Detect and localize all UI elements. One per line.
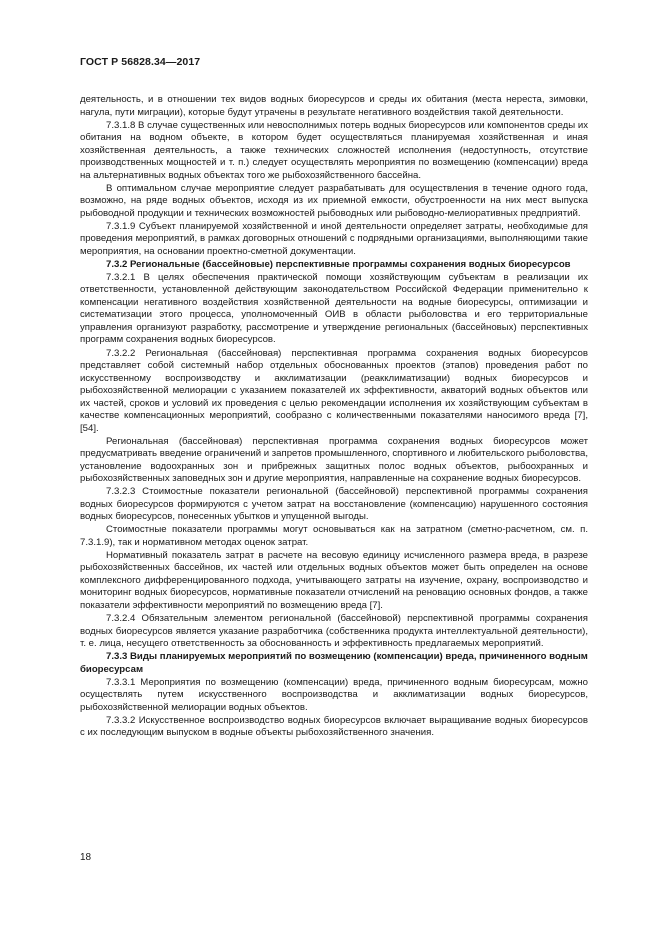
- document-header: ГОСТ Р 56828.34—2017: [80, 56, 201, 68]
- paragraph-cost-indicators: Стоимостные показатели программы могут основываться как на затратном (сметно-расчетном, см. п. 7.3.1.9), так и нормативном методах оценок затрат.: [80, 524, 588, 548]
- section-heading-7-3-2: 7.3.2 Региональные (бассейновые) перспективные программы сохранения водных биоресурсов: [106, 258, 571, 270]
- paragraph-continuation: деятельность, и в отношении тех видов водных биоресурсов и среды их обитания (места нереста, зимовки, нагула, пути миграции), которые будут утрачены в результате негативного воздействия такой деятельности.: [80, 94, 588, 118]
- paragraph-7-3-3-1: 7.3.3.1 Мероприятия по возмещению (компенсации) вреда, причиненного водным биоресурсам, можно осуществлять путем искусственного воспроизводства и акклиматизации водных биоресурсов, рыбохозяйственной мелиорации водных объектов.: [80, 676, 588, 713]
- section-heading-7-3-3: 7.3.3 Виды планируемых мероприятий по возмещению (компенсации) вреда, причиненного водным биоресурсам: [80, 651, 588, 675]
- document-body: [80, 94, 588, 740]
- paragraph-7-3-1-9: 7.3.1.9 Субъект планируемой хозяйственной и иной деятельности определяет затраты, необходимые для проведения мероприятий, в рамках договорных отношений с подрядными организациями, выполняющими такие мероприятия, на основании проектно-сметной документации.: [80, 220, 588, 257]
- paragraph-regional-program: Региональная (бассейновая) перспективная программа сохранения водных биоресурсов может предусматривать введение ограничений и запретов промышленного, спортивного и любительского рыболовства, установление водоохранных зон и прибрежных защитных полос водных объектов, рыбоохранных и рыбохозяйственных заповедных зон и другие мероприятия, направленные на сохранение водных биоресурсов.: [80, 435, 588, 485]
- paragraph-7-3-1-8: 7.3.1.8 В случае существенных или невосполнимых потерь водных биоресурсов или компонентов среды их обитания на водном объекте, в котором будет осуществляться планируемая хозяйственная и иная хозяйственная деятельность, а также технических сложностей исполнения (недоступность, отсутствие производственных мощностей и т. п.) следует осуществлять мероприятия по возмещению (компенсации) вреда на альтернативных водных объектах того же рыбохозяйственного бассейна.: [80, 119, 588, 181]
- paragraph-7-3-2-3: 7.3.2.3 Стоимостные показатели региональной (бассейновой) перспективной программы сохранения водных биоресурсов формируются с учетом затрат на восстановление (компенсацию) нарушенного состояния водных биоресурсов, понесенных убытков и упущенной выгоды.: [80, 486, 588, 523]
- paragraph-7-3-2-1: 7.3.2.1 В целях обеспечения практической помощи хозяйствующим субъектам в реализации их ответственности, установленной действующим законодательством Российской Федерации применительно к компенсации негативного воздействия хозяйственной деятельности на водные биоресурсы, оптимизации и систематизации этого процесса, уполномоченный ОИВ в области рыболовства и его территориальные управления организуют разработку, рассмотрение и утверждение региональных (бассейновых) перспективных программ сохранения водных биоресурсов.: [80, 271, 588, 346]
- paragraph-7-3-2-4: 7.3.2.4 Обязательным элементом региональной (бассейновой) перспективной программы сохранения водных биоресурсов является указание разработчика (собственника продукта интеллектуальной деятельности), т. е. лица, несущего ответственность за обоснованность и эффективность предлагаемых мероприятий.: [80, 613, 588, 650]
- paragraph-normative-indicator: Нормативный показатель затрат в расчете на весовую единицу исчисленного размера вреда, в разрезе рыбохозяйственных бассейнов, их частей или отдельных водных объектов может быть определен на основе комплексного дифференцированного подхода, учитывающего затраты на изучение, охрану, воспроизводство и мониторинг водных биоресурсов, нормативные показатели отчислений на реновацию основных фондов, а также показатели эффективности мероприятий по возмещению вреда [7].: [80, 549, 588, 611]
- page-number: 18: [80, 852, 92, 863]
- paragraph-7-3-3-2: 7.3.3.2 Искусственное воспроизводство водных биоресурсов включает выращивание водных биоресурсов с их последующим выпуском в водные объекты рыбохозяйственного значения.: [80, 714, 588, 739]
- paragraph-7-3-2-2: 7.3.2.2 Региональная (бассейновая) перспективная программа сохранения водных биоресурсов представляет собой системный набор отдельных обоснованных проектов (этапов) проведения работ по искусственному воспроизводству и акклиматизации (реакклиматизации) водных биоресурсов и рыбохозяйственной мелиорации с указанием показателей их эффективности, акваторий водных объектов или их частей, сроков и условий их проведения с целью рекомендации исполнения их хозяйствующим субъектам в качестве компенсационных мероприятий, сообразно с количественными показателями наносимого вреда [7], [54].: [80, 347, 588, 434]
- paragraph-optimal-case: В оптимальном случае мероприятие следует разрабатывать для осуществления в течение одного года, возможно, на ряде водных объектов, исходя из их приемной емкости, обустроенности на них мест выпуска рыбоводной продукции и технических возможностей рыбоводных или рыбоводно-мелиоративных предприятий.: [80, 182, 588, 219]
